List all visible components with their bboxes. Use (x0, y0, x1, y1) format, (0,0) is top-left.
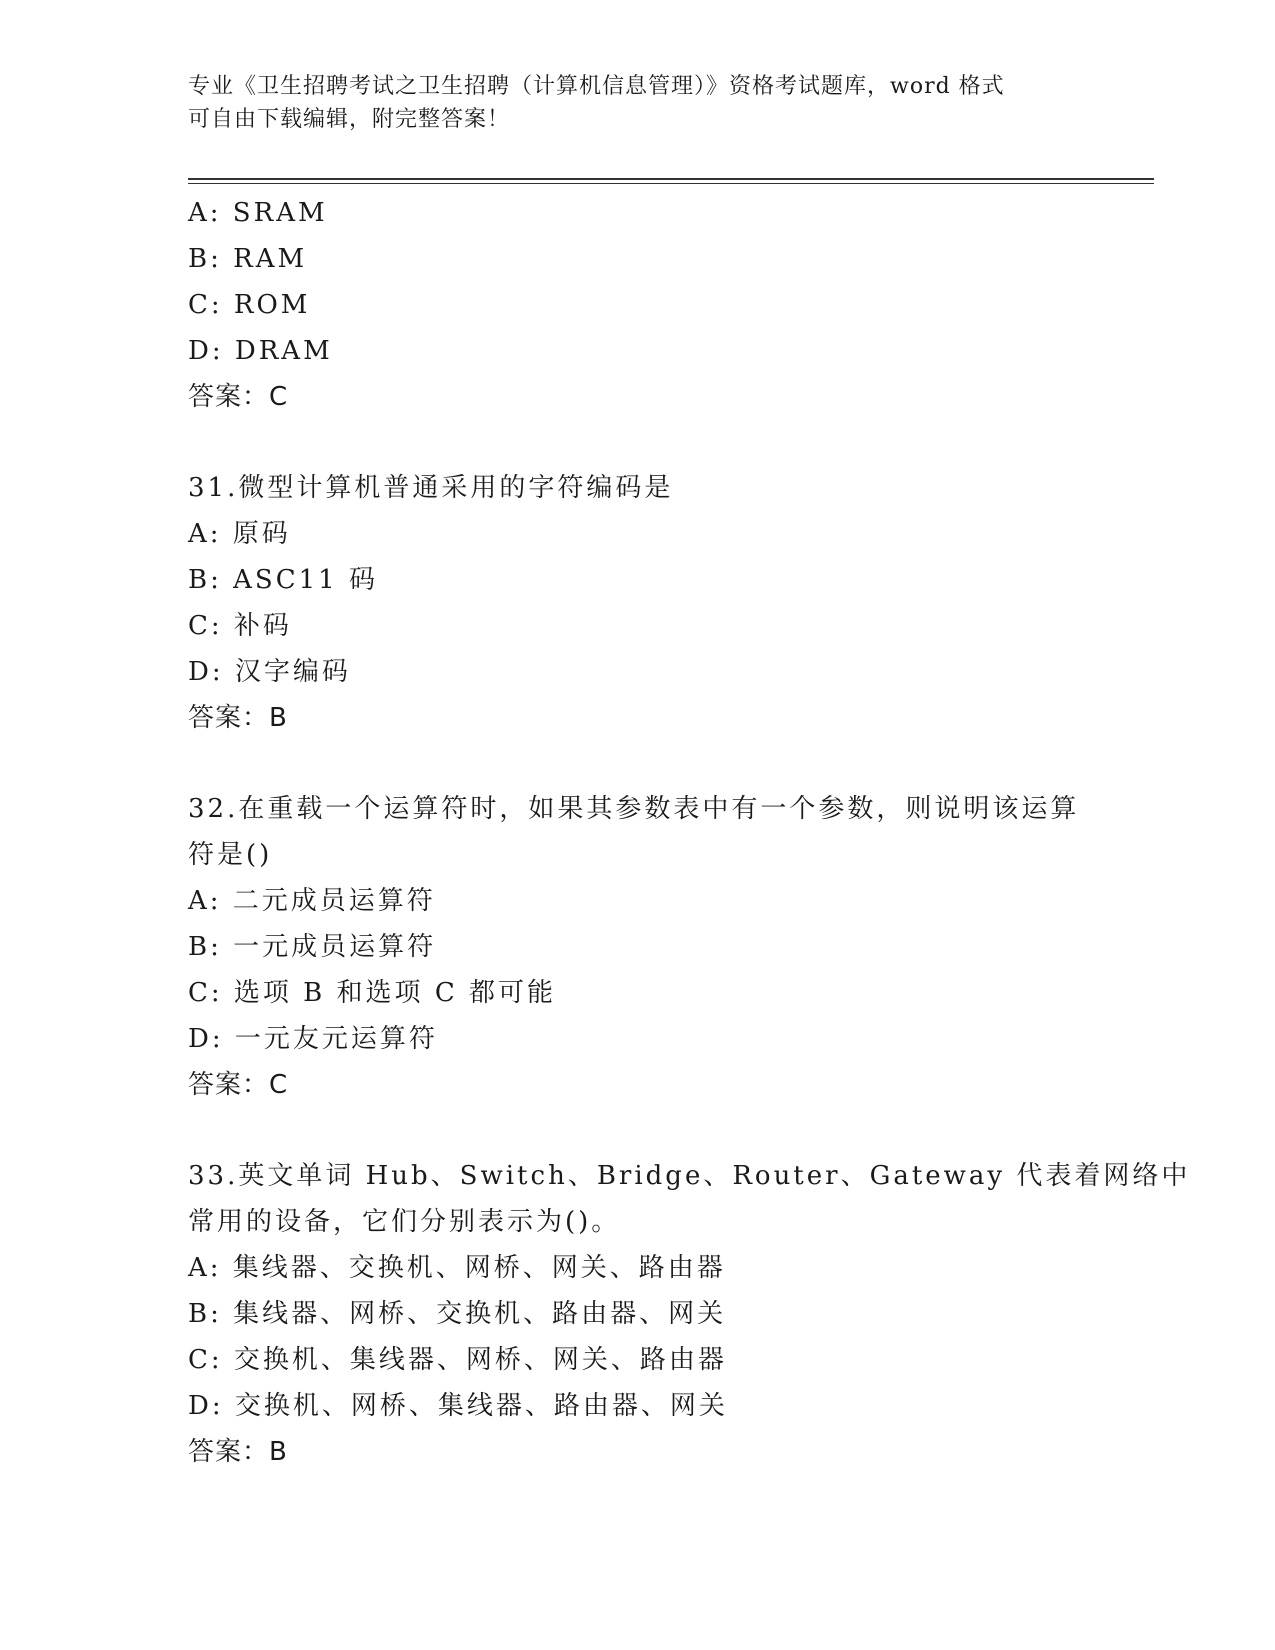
option-a: A: 原码 (188, 519, 291, 549)
answer: 答案：C (188, 1070, 289, 1100)
question-33 (188, 1153, 1191, 1475)
question-32 (188, 786, 1088, 1108)
question-title-line-1: 32.在重载一个运算符时，如果其参数表中有一个参数，则说明该运算 (188, 794, 1080, 824)
option-b: B: RAM (188, 244, 308, 274)
question-title-line-2: 常用的设备，它们分别表示为()。 (188, 1207, 621, 1237)
header-divider-thin (188, 183, 1154, 184)
option-a: A: 二元成员运算符 (188, 886, 436, 916)
option-a: A: 集线器、交换机、网桥、网关、路由器 (188, 1253, 726, 1283)
header-divider-thick (188, 178, 1154, 180)
header-line-2: 可自由下载编辑，附完整答案！ (188, 107, 511, 132)
option-c: C: 选项 B 和选项 C 都可能 (188, 978, 556, 1008)
option-b: B: 集线器、网桥、交换机、路由器、网关 (188, 1299, 727, 1329)
answer: 答案：B (188, 1437, 288, 1467)
question-title: 31.微型计算机普通采用的字符编码是 (188, 473, 674, 503)
option-d: D: 一元友元运算符 (188, 1024, 438, 1054)
option-d: D: 交换机、网桥、集线器、路由器、网关 (188, 1391, 728, 1421)
option-c: C: ROM (188, 290, 311, 320)
option-d: D: DRAM (188, 336, 333, 366)
option-a: A: SRAM (188, 198, 328, 228)
option-c: C: 交换机、集线器、网桥、网关、路由器 (188, 1345, 727, 1375)
option-c: C: 补码 (188, 611, 292, 641)
question-title-line-2: 符是() (188, 840, 273, 870)
option-b: B: 一元成员运算符 (188, 932, 437, 962)
option-b: B: ASC11 码 (188, 565, 378, 595)
option-d: D: 汉字编码 (188, 657, 351, 687)
question-title-line-1: 33.英文单词 Hub、Switch、Bridge、Router、Gateway 代表着网络中 (188, 1161, 1191, 1191)
question-31 (188, 465, 1088, 741)
document-header (188, 70, 1068, 136)
answer: 答案：B (188, 703, 288, 733)
question-30 (188, 190, 1088, 420)
header-line-1: 专业《卫生招聘考试之卫生招聘（计算机信息管理）》资格考试题库，word 格式 (188, 74, 1005, 99)
answer: 答案：C (188, 382, 289, 412)
question-list (188, 190, 1191, 1475)
